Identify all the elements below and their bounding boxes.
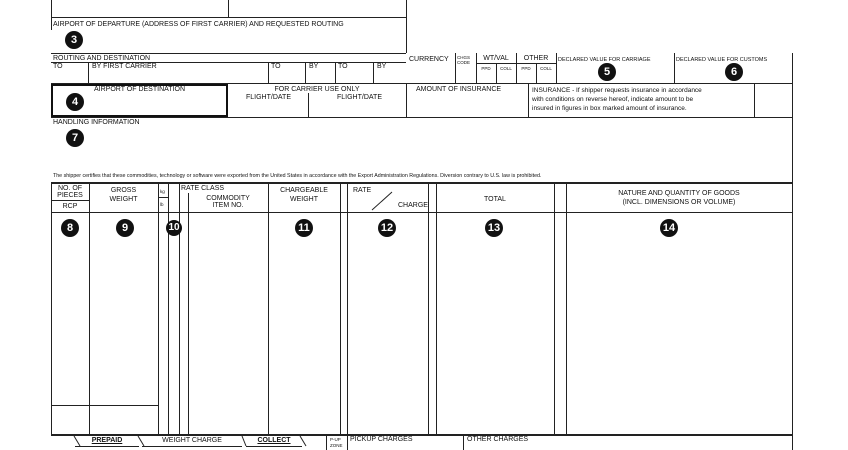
- routing-divider-3: [305, 62, 306, 83]
- destination-label: AIRPORT OF DESTINATION: [93, 86, 185, 93]
- routing-divider-5: [373, 62, 374, 83]
- chargeable-label-2: WEIGHT: [290, 196, 318, 203]
- declared-carriage-label: DECLARED VALUE FOR CARRIAGE: [558, 57, 651, 63]
- col-line-commodity: [268, 183, 269, 435]
- routing-to-label: TO: [53, 63, 63, 70]
- nature-label-1: NATURE AND QUANTITY OF GOODS: [618, 190, 740, 197]
- other-ppd-label: PPD: [521, 66, 531, 71]
- marker-7: 7: [66, 129, 84, 147]
- insurance-divider: [528, 83, 529, 117]
- col-line-total-inner: [436, 183, 437, 435]
- pickup-charges-label: PICKUP CHARGES: [350, 436, 413, 443]
- routing-by2-label: BY: [309, 63, 319, 70]
- total-label: TOTAL: [484, 196, 506, 203]
- marker-10: 10: [166, 220, 182, 236]
- chgs-code-label: CHGS CODE: [457, 55, 471, 65]
- rate-label: RATE: [353, 187, 372, 194]
- col-line-gross: [158, 183, 159, 435]
- routing-divider-4: [335, 62, 336, 83]
- commodity-label-2: ITEM NO.: [212, 202, 244, 209]
- declared-customs-label: DECLARED VALUE FOR CUSTOMS: [676, 57, 768, 63]
- pieces-label-2: PIECES: [57, 192, 83, 199]
- marker-8: 8: [61, 219, 79, 237]
- totals-row-line: [51, 405, 158, 406]
- collect-label: COLLECT: [257, 437, 291, 444]
- flight-divider: [308, 93, 309, 117]
- marker-13: 13: [485, 219, 503, 237]
- col-line-rate: [428, 183, 429, 435]
- commodity-label-1: COMMODITY: [206, 195, 250, 202]
- top-cell-bottom: [51, 17, 406, 18]
- right-border-upper: [792, 53, 793, 118]
- marker-5: 5: [598, 63, 616, 81]
- marker-12: 12: [378, 219, 396, 237]
- insurance-text-1: INSURANCE - If shipper requests insurance in accordance: [532, 87, 702, 94]
- other-coll-label: COLL: [540, 66, 552, 71]
- routing-by-first-carrier-label: BY FIRST CARRIER: [92, 63, 157, 70]
- departure-label: AIRPORT OF DEPARTURE (ADDRESS OF FIRST CARRIER) AND REQUESTED ROUTING: [53, 21, 344, 28]
- routing-label: ROUTING AND DESTINATION: [53, 55, 151, 62]
- routing-to3-label: TO: [338, 63, 348, 70]
- wtval-coll-label: COLL: [500, 66, 512, 71]
- marker-3: 3: [65, 31, 83, 49]
- flight-date-label-1: FLIGHT/DATE: [246, 94, 291, 101]
- chargeable-label-1: CHARGEABLE: [280, 187, 328, 194]
- col-line-rate-inner: [347, 183, 348, 435]
- destination-bottom: [51, 117, 792, 118]
- col-line-total: [554, 183, 555, 435]
- top-mid-divider: [228, 0, 229, 17]
- col-line-rateclass-inner: [179, 183, 180, 435]
- col-line-nature-inner: [566, 183, 567, 435]
- gross-label-1: GROSS: [110, 187, 137, 194]
- wtval-label: WT/VAL: [483, 55, 509, 62]
- pickup-divider: [347, 435, 348, 450]
- lb-label: lb: [160, 202, 164, 207]
- top-left-border: [51, 0, 52, 30]
- other-label: OTHER: [523, 55, 549, 62]
- declared-divider: [674, 53, 675, 83]
- wtval-ppd-label: PPD: [481, 66, 491, 71]
- insurance-text-3: insured in figures in box marked amount of insurance.: [532, 105, 687, 112]
- top-right-border: [406, 0, 407, 53]
- kg-lb-divider: [158, 197, 168, 198]
- col-line-rateclass: [188, 193, 189, 435]
- charge-label: CHARGE: [398, 202, 428, 209]
- pieces-label-3: RCP: [62, 203, 78, 210]
- col-line-right: [792, 183, 793, 435]
- carrier-use-label: FOR CARRIER USE ONLY: [274, 86, 360, 93]
- nature-label-2: (INCL. DIMENSIONS OR VOLUME): [622, 199, 736, 206]
- col-line-left: [51, 183, 52, 435]
- other-charges-label: OTHER CHARGES: [467, 436, 529, 443]
- marker-9: 9: [116, 219, 134, 237]
- routing-divider-2: [268, 62, 269, 83]
- gross-label-2: WEIGHT: [109, 196, 138, 203]
- certification-text: The shipper certifies that these commodities, technology or software were exported from the United States in accordance with the Export Administration Regulations. Diversion contrary to U.S. law is prohibited.: [53, 173, 542, 179]
- marker-6: 6: [725, 63, 743, 81]
- weight-charge-label: WEIGHT CHARGE: [162, 437, 222, 444]
- other-divider: [556, 53, 557, 83]
- col-line-chargeable: [340, 183, 341, 435]
- kg-label: kg: [160, 189, 165, 194]
- routing-to2-label: TO: [271, 63, 281, 70]
- pup-zone-divider: [326, 435, 327, 450]
- currency-divider: [455, 53, 456, 83]
- handling-label: HANDLING INFORMATION: [53, 119, 140, 126]
- insurance-text-2: with conditions on reverse hereof, indicate amount to be: [532, 96, 694, 103]
- routing-by3-label: BY: [377, 63, 387, 70]
- bottom-right-border: [792, 435, 793, 450]
- currency-label: CURRENCY: [409, 56, 449, 63]
- right-border-lower: [792, 117, 793, 183]
- routing-divider-1: [88, 62, 89, 83]
- destination-right-border: [406, 83, 407, 117]
- marker-4: 4: [66, 93, 84, 111]
- flight-date-label-2: FLIGHT/DATE: [337, 94, 382, 101]
- prepaid-label: PREPAID: [91, 437, 123, 444]
- handling-bottom: [51, 182, 792, 184]
- pieces-sub-line: [51, 200, 89, 201]
- marker-14: 14: [660, 219, 678, 237]
- insurance-right-border: [754, 83, 755, 117]
- pieces-label-1: NO. OF: [57, 185, 83, 192]
- pup-zone-label-2: ZONE: [330, 443, 343, 448]
- tab-slashes: [70, 435, 310, 447]
- rate-charge-slash: [370, 190, 394, 212]
- table-header-bottom: [51, 212, 792, 213]
- pup-zone-label-1: P-UP: [330, 437, 341, 442]
- departure-bottom: [51, 53, 406, 54]
- marker-11: 11: [295, 219, 313, 237]
- rate-class-label: RATE CLASS: [181, 185, 225, 192]
- amount-insurance-label: AMOUNT OF INSURANCE: [416, 86, 502, 93]
- col-line-pieces: [89, 183, 90, 435]
- other-charges-divider: [463, 435, 464, 450]
